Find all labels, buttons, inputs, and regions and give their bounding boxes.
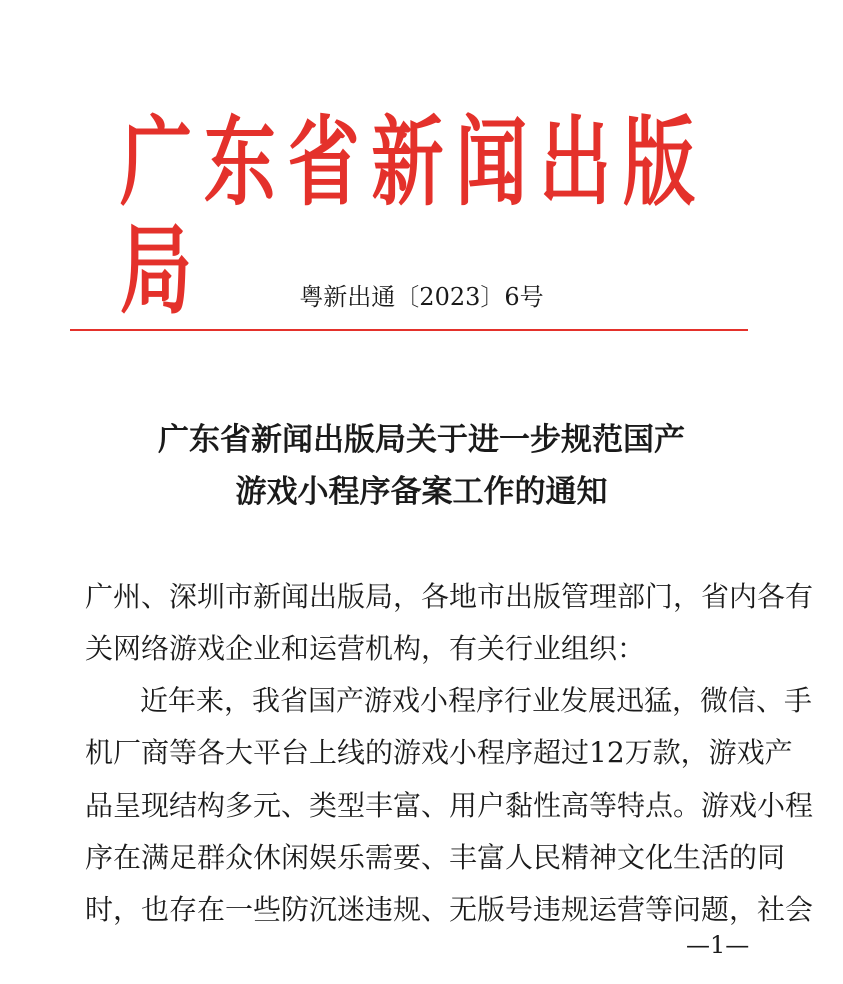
masthead-title: 广东省新闻出版局 (120, 105, 695, 327)
page-number: —1— (686, 931, 750, 959)
red-divider (70, 329, 748, 331)
body-line: 机厂商等各大平台上线的游戏小程序超过12万款，游戏产 (85, 736, 793, 769)
body-line: 关网络游戏企业和运营机构，有关行业组织： (85, 632, 646, 665)
body-line: 序在满足群众休闲娱乐需要、丰富人民精神文化生活的同 (85, 841, 786, 874)
document-title-line-2: 游戏小程序备案工作的通知 (235, 474, 608, 510)
body-line: 时，也存在一些防沉迷违规、无版号违规运营等问题，社会 (85, 893, 814, 926)
document-title-line-1: 广东省新闻出版局关于进一步规范国产 (158, 422, 685, 458)
body-line: 广州、深圳市新闻出版局，各地市出版管理部门，省内各有 (85, 580, 814, 613)
body-line: 品呈现结构多元、类型丰富、用户黏性高等特点。游戏小程 (85, 789, 814, 822)
body-line: 近年来，我省国产游戏小程序行业发展迅猛，微信、手 (140, 684, 813, 717)
document-number: 粤新出通〔2023〕6号 (299, 283, 544, 311)
